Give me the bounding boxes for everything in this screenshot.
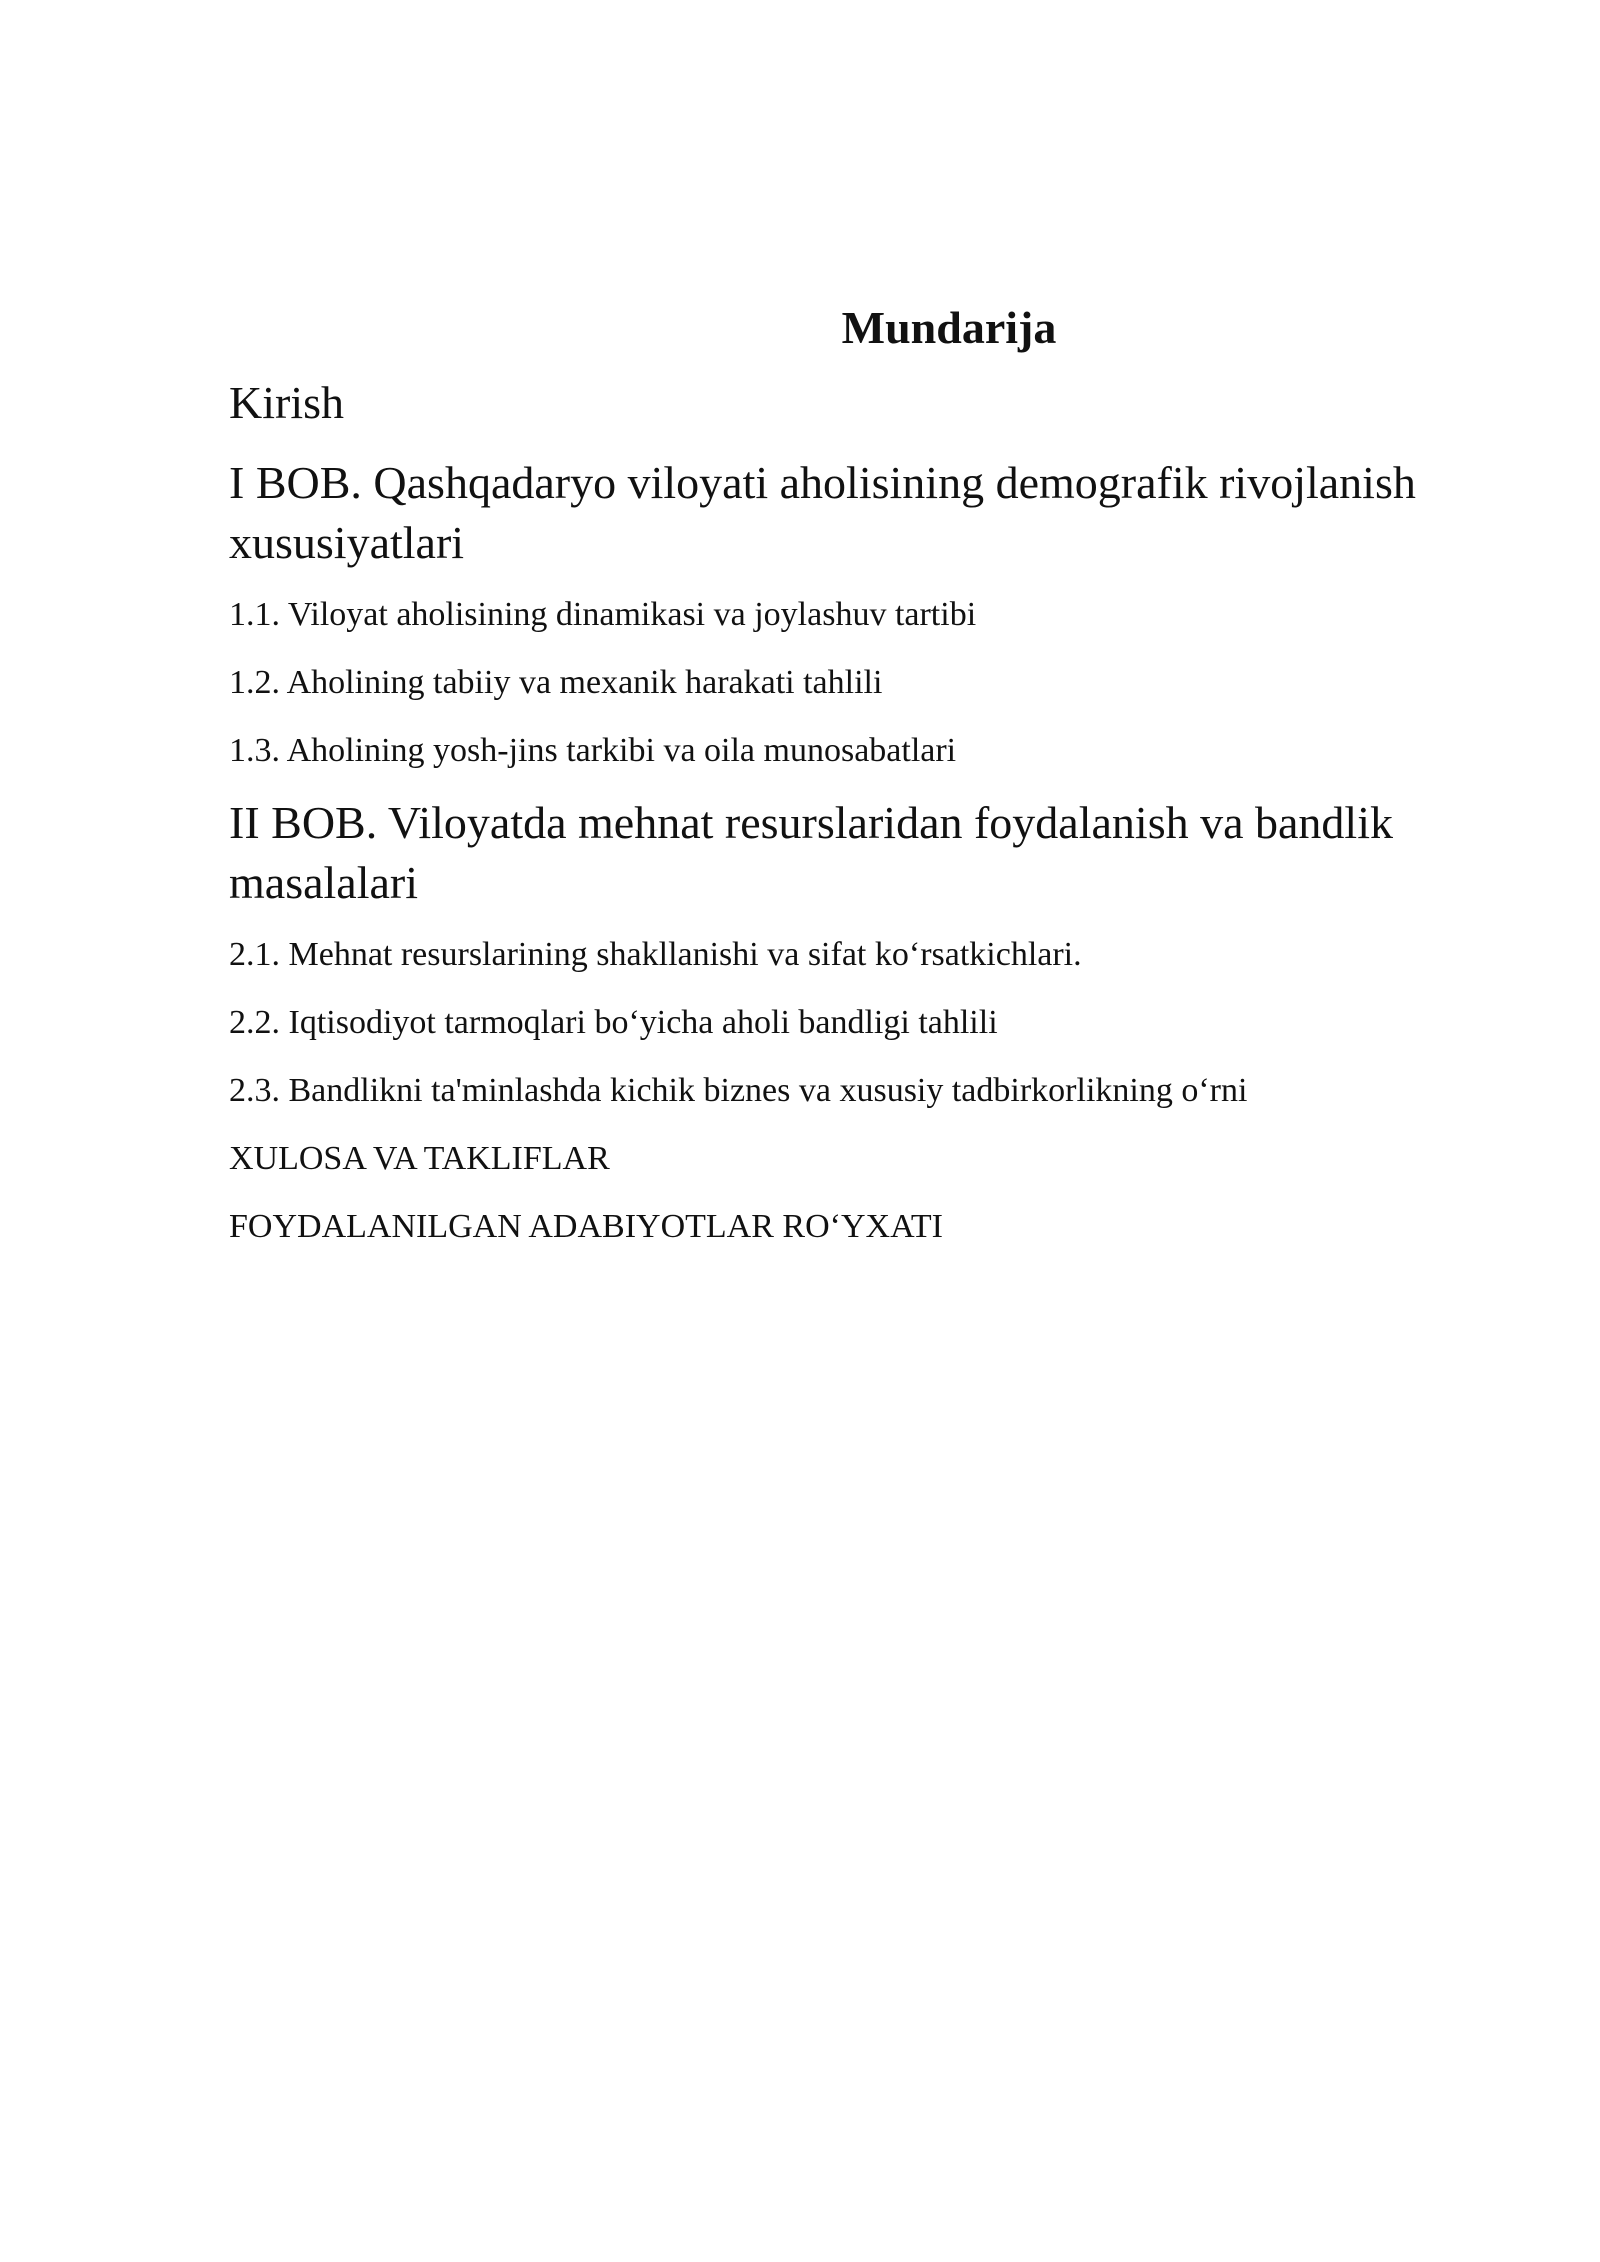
- toc-title: Mundarija: [841, 302, 1057, 353]
- toc-section-2-1: 2.1. Mehnat resurslarining shakllanishi va sifat ko‘rsatkichlari.: [229, 936, 1082, 974]
- toc-item-references: FOYDALANILGAN ADABIYOTLAR RO‘YXATI: [229, 1208, 943, 1246]
- toc-section-1-2: 1.2. Aholining tabiiy va mexanik harakati tahlili: [229, 664, 883, 702]
- toc-chapter-2-heading: II BOB. Viloyatda mehnat resurslaridan foydalanish va bandlik masalalari: [229, 797, 1393, 909]
- toc-chapter-1-heading: I BOB. Qashqadaryo viloyati aholisining demografik rivojlanish xususiyatlari: [229, 457, 1416, 569]
- toc-item-intro: Kirish: [229, 377, 344, 429]
- toc-section-2-2: 2.2. Iqtisodiyot tarmoqlari bo‘yicha aholi bandligi tahlili: [229, 1004, 998, 1042]
- toc-list: [229, 373, 1519, 1249]
- toc-section-1-3: 1.3. Aholining yosh-jins tarkibi va oila munosabatlari: [229, 732, 957, 770]
- toc-item-conclusion: XULOSA VA TAKLIFLAR: [229, 1140, 610, 1178]
- table-of-contents: [229, 300, 1519, 1273]
- toc-section-1-1: 1.1. Viloyat aholisining dinamikasi va joylashuv tartibi: [229, 596, 977, 634]
- toc-section-2-3: 2.3. Bandlikni ta'minlashda kichik biznes va xususiy tadbirkorlikning o‘rni: [229, 1072, 1248, 1110]
